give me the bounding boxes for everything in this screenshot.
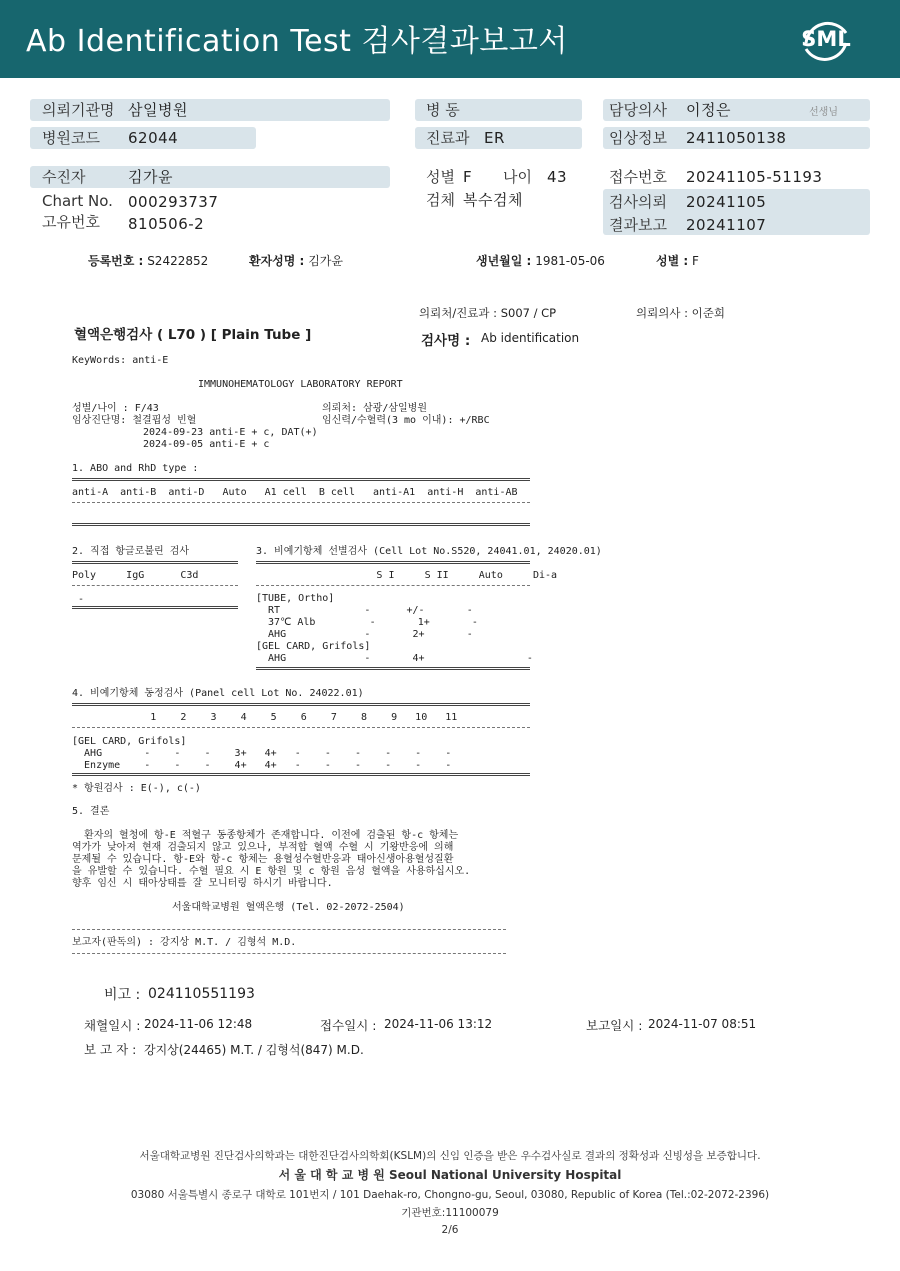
age: 43	[547, 168, 568, 186]
rule	[72, 773, 530, 776]
doctor: 이정은	[686, 101, 731, 119]
footer-institution: 기관번호:11100079	[401, 1207, 499, 1219]
rule	[256, 667, 530, 670]
remark-label: 비고 :	[104, 987, 141, 1003]
reg-line: 등록번호 : S2422852	[88, 254, 209, 268]
antigen-test: * 항원검사 : E(-), c(-)	[72, 783, 201, 794]
unique-label: 고유번호	[42, 213, 100, 231]
dob-line: 생년월일 : 1981-05-06	[476, 254, 605, 268]
chart-label: Chart No.	[42, 192, 113, 210]
rule	[72, 585, 238, 586]
rule	[72, 953, 506, 954]
requester: 의뢰처/진료과 : S007 / CP	[419, 306, 557, 320]
section2-title: 2. 직접 항글로불린 검사	[72, 546, 190, 557]
panel-row-1: AHG - - - 3+ 4+ - - - - - -	[72, 748, 452, 759]
abo-header: anti-A anti-B anti-D Auto A1 cell B cell anti-A1 anti-H anti-AB	[72, 487, 518, 498]
section1-title: 1. ABO and RhD type :	[72, 463, 199, 474]
report-title-line: IMMUNOHEMATOLOGY LABORATORY REPORT	[198, 379, 403, 390]
reporter: 강지상(24465) M.T. / 김형석(847) M.D.	[144, 1043, 364, 1057]
dat-value: -	[72, 594, 85, 605]
screen-row-0: [TUBE, Ortho]	[256, 593, 335, 604]
report-banner	[0, 0, 900, 78]
screen-header: S I S II Auto Di-a	[256, 570, 558, 581]
unique: 810506-2	[128, 215, 205, 233]
conclusion-line-1: 역가가 낮아져 현재 검출되지 않고 있으나, 부적합 혈액 수혈 시 기왕반응에 의해	[72, 842, 454, 853]
result-report: 20241107	[686, 216, 767, 234]
result-report-label: 결과보고	[609, 216, 667, 234]
request-org: 삼일병원	[128, 101, 188, 119]
conclusion-line-0: 환자의 혈청에 항-E 적혈구 동종항체가 존재합니다. 이전에 검출된 항-c 항체는	[72, 830, 459, 841]
rule	[72, 929, 506, 930]
sex-age: 성별/나이 : F/43	[72, 403, 159, 414]
collect-time: 2024-11-06 12:48	[144, 1017, 253, 1031]
panel-row-2: Enzyme - - - 4+ 4+ - - - - - -	[72, 760, 452, 771]
rule	[72, 561, 238, 564]
receipt-label: 접수번호	[609, 168, 667, 186]
footer-hospital: 서 울 대 학 교 병 원 Seoul National University Hospital	[278, 1168, 622, 1182]
remark: 024110551193	[148, 986, 255, 1002]
rule	[72, 606, 238, 609]
receipt: 20241105-51193	[686, 168, 823, 186]
screen-row-5: AHG - 4+ -	[256, 653, 533, 664]
rule	[72, 478, 530, 481]
hospital-code-label: 병원코드	[42, 129, 100, 147]
rule	[256, 561, 530, 564]
history-1: 2024-09-23 anti-E + c, DAT(+)	[143, 427, 318, 438]
footer-certification: 서울대학교병원 진단검사의학과는 대한진단검사의학회(KSLM)의 신임 인증을 받은 우수검사실로 결과의 정확성과 신빙성을 보증합니다.	[139, 1150, 761, 1162]
name-line: 환자성명 : 김가윤	[249, 254, 343, 268]
panel-row-0: [GEL CARD, Grifols]	[72, 736, 187, 747]
patient: 김가윤	[128, 168, 173, 186]
dat-header: Poly IgG C3d	[72, 570, 199, 581]
specimen-label: 검체	[426, 191, 455, 209]
report-title: Ab Identification Test 검사결과보고서	[26, 24, 568, 59]
reporter-label: 보 고 자 :	[84, 1042, 137, 1057]
collect-label: 채혈일시 :	[84, 1018, 141, 1033]
screen-row-1: RT - +/- -	[256, 605, 473, 616]
section4-title: 4. 비예기항체 동정검사 (Panel cell Lot No. 24022.01)	[72, 688, 364, 699]
test-request-label: 검사의뢰	[609, 193, 667, 211]
receive-label: 접수일시 :	[320, 1018, 377, 1033]
sex-label: 성별	[426, 168, 455, 186]
screen-row-2: 37℃ Alb - 1+ -	[256, 617, 478, 628]
rule	[256, 585, 530, 586]
page-number: 2/6	[441, 1224, 459, 1236]
department-label: 진료과	[426, 129, 470, 147]
screen-row-4: [GEL CARD, Grifols]	[256, 641, 371, 652]
doctor-label: 담당의사	[609, 101, 667, 119]
hospital-code: 62044	[128, 129, 179, 147]
rule	[72, 703, 530, 706]
specimen: 복수검체	[463, 191, 523, 209]
sml-logo: SML	[798, 13, 854, 65]
requesting-doctor: 의뢰의사 : 이준희	[636, 306, 725, 320]
receive-time: 2024-11-06 13:12	[384, 1017, 493, 1031]
department: ER	[484, 129, 505, 147]
blood-bank: 서울대학교병원 혈액은행 (Tel. 02-2072-2504)	[172, 902, 405, 913]
panel-header: 1 2 3 4 5 6 7 8 9 10 11	[72, 712, 458, 723]
request-org-label: 의뢰기관명	[42, 101, 115, 119]
patient-label: 수진자	[42, 168, 86, 186]
rule	[72, 523, 530, 526]
report-time: 2024-11-07 08:51	[648, 1017, 757, 1031]
conclusion-line-2: 문제될 수 있습니다. 항-E와 항-c 항체는 용혈성수혈반응과 태아신생아용혈성질환	[72, 854, 454, 865]
clinical: 2411050138	[686, 129, 787, 147]
age-label: 나이	[503, 168, 532, 186]
conclusion-line-3: 을 유발할 수 있습니다. 수혈 필요 시 E 항원 및 c 항원 음성 혈액을 사용하십시오.	[72, 866, 471, 877]
doctor-suffix: 선생님	[809, 107, 838, 118]
screen-row-3: AHG - 2+ -	[256, 629, 473, 640]
rule	[72, 727, 530, 728]
footer-address: 03080 서울특별시 종로구 대학로 101번지 / 101 Daehak-ro, Chongno-gu, Seoul, 03080, Republic of Korea (Tel.:02-2072-2396)	[130, 1189, 770, 1201]
history-2: 2024-09-05 anti-E + c	[143, 439, 270, 450]
exam-name: Ab identification	[481, 331, 580, 345]
clinical-label: 임상정보	[609, 129, 667, 147]
exam-name-label: 검사명 :	[421, 333, 471, 349]
pregnancy: 임신력/수혈력(3 mo 이내): +/RBC	[322, 415, 490, 426]
conclusion-line-4: 향후 임신 시 태아상태를 잘 모니터링 하시기 바랍니다.	[72, 878, 333, 889]
exam-title: 혈액은행검사 ( L70 ) [ Plain Tube ]	[74, 327, 312, 343]
report-label: 보고일시 :	[586, 1018, 643, 1033]
diagnosis: 임상진단명: 철결핍성 빈혈	[72, 415, 197, 426]
requester2: 의뢰처: 삼광/삼일병원	[322, 403, 428, 414]
chart: 000293737	[128, 193, 219, 211]
sex-line: 성별 : F	[656, 254, 699, 268]
keywords: KeyWords: anti-E	[72, 355, 169, 366]
ward-label: 병 동	[426, 101, 460, 119]
section3-title: 3. 비예기항체 선별검사 (Cell Lot No.S520, 24041.01, 24020.01)	[256, 546, 602, 557]
section5-title: 5. 결론	[72, 806, 110, 817]
test-request: 20241105	[686, 193, 767, 211]
sex: F	[463, 168, 473, 186]
rule	[72, 502, 530, 503]
reporter-line: 보고자(판독의) : 강지상 M.T. / 김형석 M.D.	[72, 937, 297, 948]
